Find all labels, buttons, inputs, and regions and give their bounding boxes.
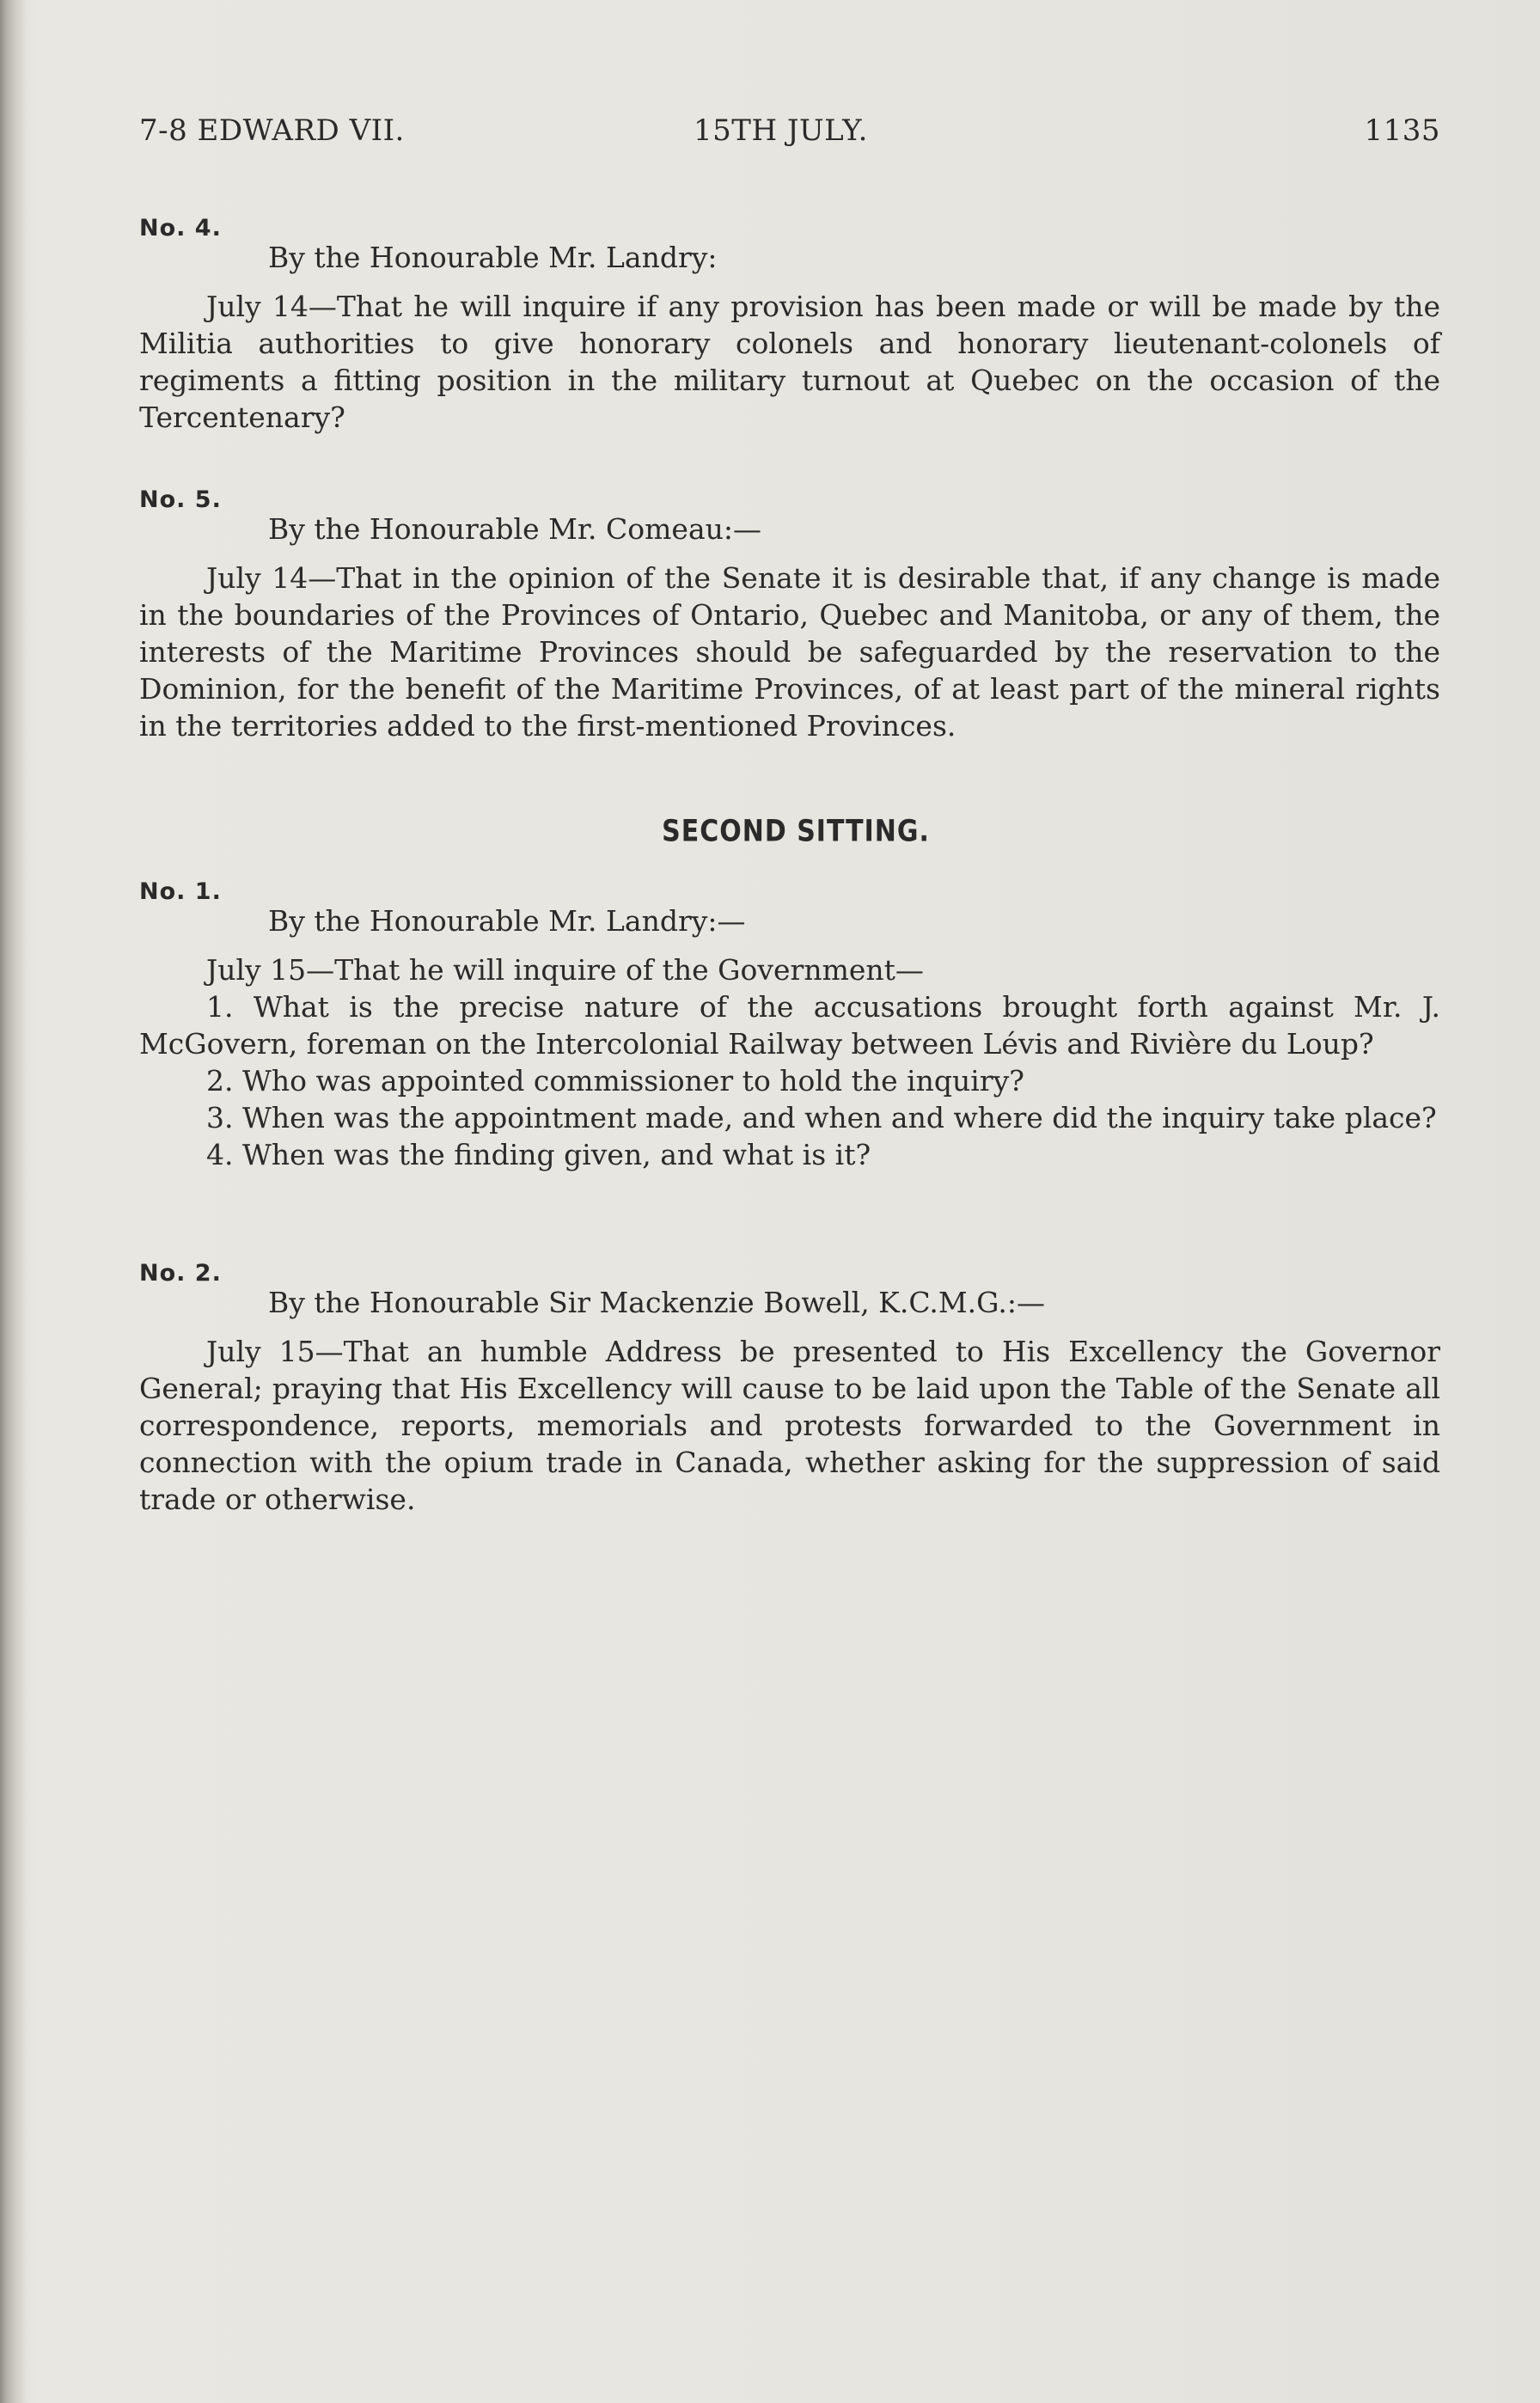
notice-number: No. 1. bbox=[139, 878, 222, 905]
notice-number: No. 4. bbox=[139, 215, 222, 242]
header-date: 15TH JULY. bbox=[694, 113, 868, 148]
header-volume: 7-8 EDWARD VII. bbox=[139, 113, 405, 148]
notice-no-4 bbox=[139, 210, 1440, 436]
notice-mover: By the Honourable Mr. Landry: bbox=[268, 241, 718, 274]
running-header bbox=[139, 113, 1440, 155]
question-item-3: 3. When was the appointment made, and when and where did the inquiry take place? bbox=[206, 1101, 1437, 1134]
notice-intro: July 15—That he will inquire of the Government— bbox=[206, 953, 924, 987]
notice-text: July 14—That he will inquire if any provision has been made or will be made by the Militia authorities to give honorary colonels and honorary lieutenant-colonels of regiments a fitting position in the military turnout at Quebec on the occasion of the Tercentenary? bbox=[139, 290, 1440, 434]
section-heading: SECOND SITTING. bbox=[662, 814, 930, 849]
question-item-2: 2. Who was appointed commissioner to hold the inquiry? bbox=[206, 1064, 1024, 1098]
notice-number: No. 2. bbox=[139, 1260, 222, 1287]
second-sitting-no-1 bbox=[139, 873, 1440, 1173]
question-item-4: 4. When was the finding given, and what is it? bbox=[206, 1138, 871, 1171]
notice-no-5 bbox=[139, 481, 1440, 744]
notice-number: No. 5. bbox=[139, 486, 222, 513]
notice-mover: By the Honourable Mr. Comeau:— bbox=[268, 512, 761, 546]
notice-text: July 14—That in the opinion of the Senate it is desirable that, if any change is made in the boundaries of the Provinces of Ontario, Quebec and Manitoba, or any of them, the interests of the Maritime Provinces should be safeguarded by the reservation to the Dominion, for the benefit of the Maritime Provinces, of at least part of the mineral rights in the territories added to the first-mentioned Provinces. bbox=[139, 561, 1440, 743]
second-sitting-no-2 bbox=[139, 1255, 1440, 1518]
question-item-1: 1. What is the precise nature of the accusations brought forth against Mr. J. McGovern, foreman on the Intercolonial Railway between Lévis and Rivière du Loup? bbox=[139, 990, 1440, 1061]
notice-text: July 15—That an humble Address be presented to His Excellency the Governor General; praying that His Excellency will cause to be laid upon the Table of the Senate all correspondence, reports, memorials and protests forwarded to the Government in connection with the opium trade in Canada, whether asking for the suppression of said trade or otherwise. bbox=[139, 1335, 1440, 1516]
page-binding-edge bbox=[0, 0, 26, 2403]
page-number: 1135 bbox=[1364, 113, 1440, 148]
notice-mover: By the Honourable Sir Mackenzie Bowell, K.C.M.G.:— bbox=[268, 1286, 1045, 1319]
notice-mover: By the Honourable Mr. Landry:— bbox=[268, 904, 746, 938]
